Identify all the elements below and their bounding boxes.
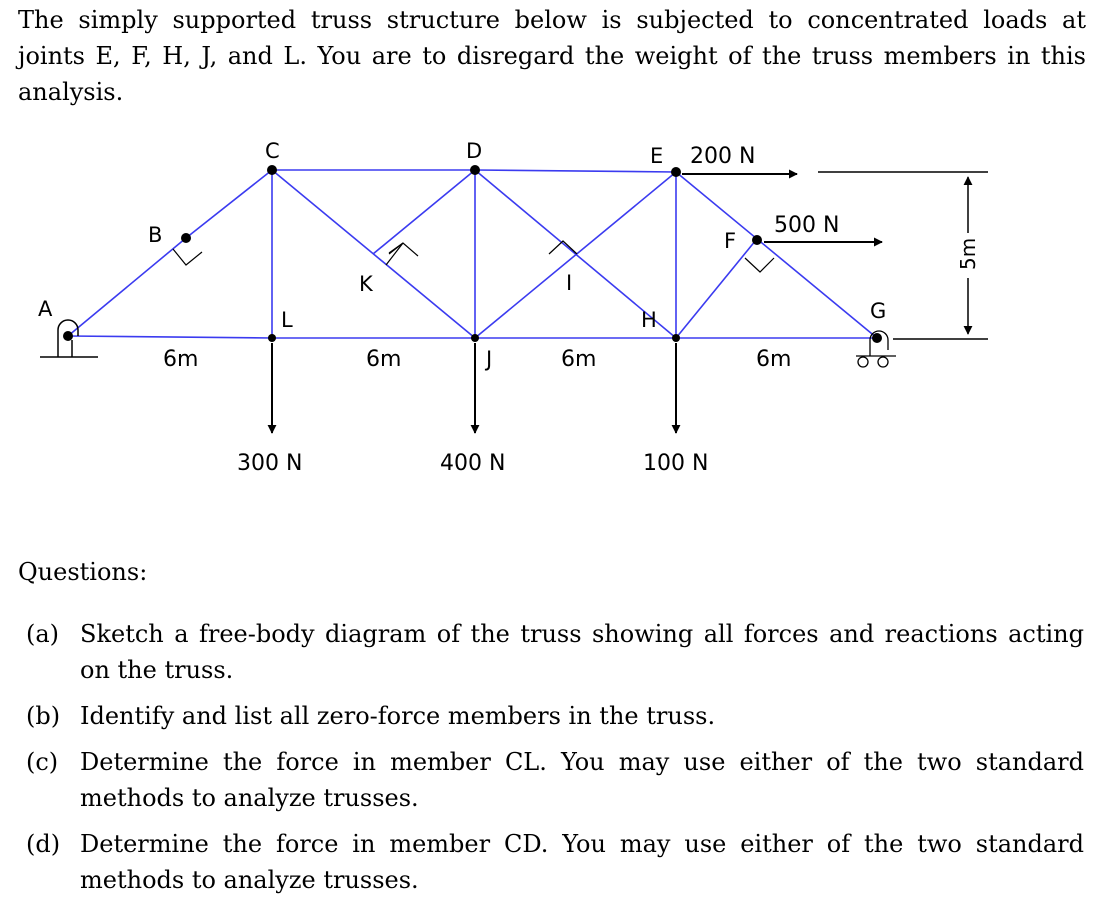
load-label-J: 400 N (440, 451, 506, 476)
load-label-H: 100 N (643, 451, 709, 476)
member-KD (373, 170, 475, 254)
joint-J (471, 334, 479, 342)
load-labels (237, 144, 839, 476)
joint-C (267, 165, 277, 175)
joint-label-L: L (281, 308, 293, 332)
question-d (26, 826, 1084, 898)
joint-F (752, 235, 762, 245)
right-angle-marker-K (386, 243, 403, 265)
load-label-E: 200 N (690, 144, 756, 169)
problem-statement-line-1: The simply supported truss structure below is subjected to concentrated loads at (18, 6, 1086, 34)
joint-label-D: D (466, 139, 483, 163)
question-a-tag: (a) (26, 620, 60, 648)
joint-label-C: C (265, 139, 280, 163)
dimension-panel-4: 6m (756, 347, 792, 372)
member-EG (676, 172, 877, 338)
right-angle-marker-B (173, 249, 202, 265)
load-label-F: 500 N (774, 213, 840, 238)
joint-label-B: B (148, 223, 163, 247)
joint-A (63, 331, 73, 341)
question-a (26, 616, 1084, 688)
question-b (26, 698, 1084, 734)
dimension-panel-2: 6m (366, 347, 402, 372)
joint-D (470, 165, 480, 175)
question-a-line-1: Sketch a free-body diagram of the truss showing all forces and reactions acting (80, 620, 1084, 648)
joint-H (672, 334, 680, 342)
questions-heading: Questions: (18, 558, 148, 586)
joint-dots (63, 165, 882, 343)
problem-statement-line-3: analysis. (18, 78, 124, 106)
question-b-tag: (b) (26, 702, 61, 730)
joint-B (181, 233, 191, 243)
question-c-line-2: methods to analyze trusses. (80, 784, 419, 812)
joint-L (268, 334, 276, 342)
joint-label-J: J (486, 347, 493, 371)
dimension-panel-3: 6m (561, 347, 597, 372)
dimension-height: 5m (956, 237, 980, 270)
question-c (26, 744, 1084, 816)
joint-G (872, 333, 882, 343)
question-d-tag: (d) (26, 830, 61, 858)
joint-label-K: K (359, 272, 373, 296)
right-angle-markers (173, 241, 774, 272)
question-d-line-1: Determine the force in member CD. You may use either of the two standard (80, 830, 1084, 858)
joint-label-G: G (870, 299, 887, 323)
dimension-labels (163, 347, 791, 372)
joint-E (671, 167, 681, 177)
load-label-L: 300 N (237, 451, 303, 476)
member-DE (475, 170, 676, 172)
question-c-tag: (c) (26, 748, 59, 776)
truss-members (68, 170, 877, 338)
question-d-line-2: methods to analyze trusses. (80, 866, 419, 894)
question-c-line-1: Determine the force in member CL. You may use either of the two standard (80, 748, 1084, 776)
problem-statement-line-2: joints E, F, H, J, and L. You are to disregard the weight of the truss members in this (18, 42, 1086, 70)
joint-label-I: I (566, 271, 573, 295)
question-b-line-1: Identify and list all zero-force members in the truss. (80, 702, 716, 730)
joint-label-F: F (724, 229, 737, 253)
member-BC (186, 170, 272, 238)
member-FH (676, 240, 756, 338)
joint-label-A: A (38, 297, 53, 321)
right-angle-marker-F (745, 258, 774, 272)
member-AB (68, 238, 186, 336)
joint-label-E: E (650, 144, 664, 168)
member-AL (68, 336, 272, 338)
dimension-panel-1: 6m (163, 347, 199, 372)
joint-label-H: H (641, 308, 657, 332)
question-a-line-2: on the truss. (80, 656, 234, 684)
